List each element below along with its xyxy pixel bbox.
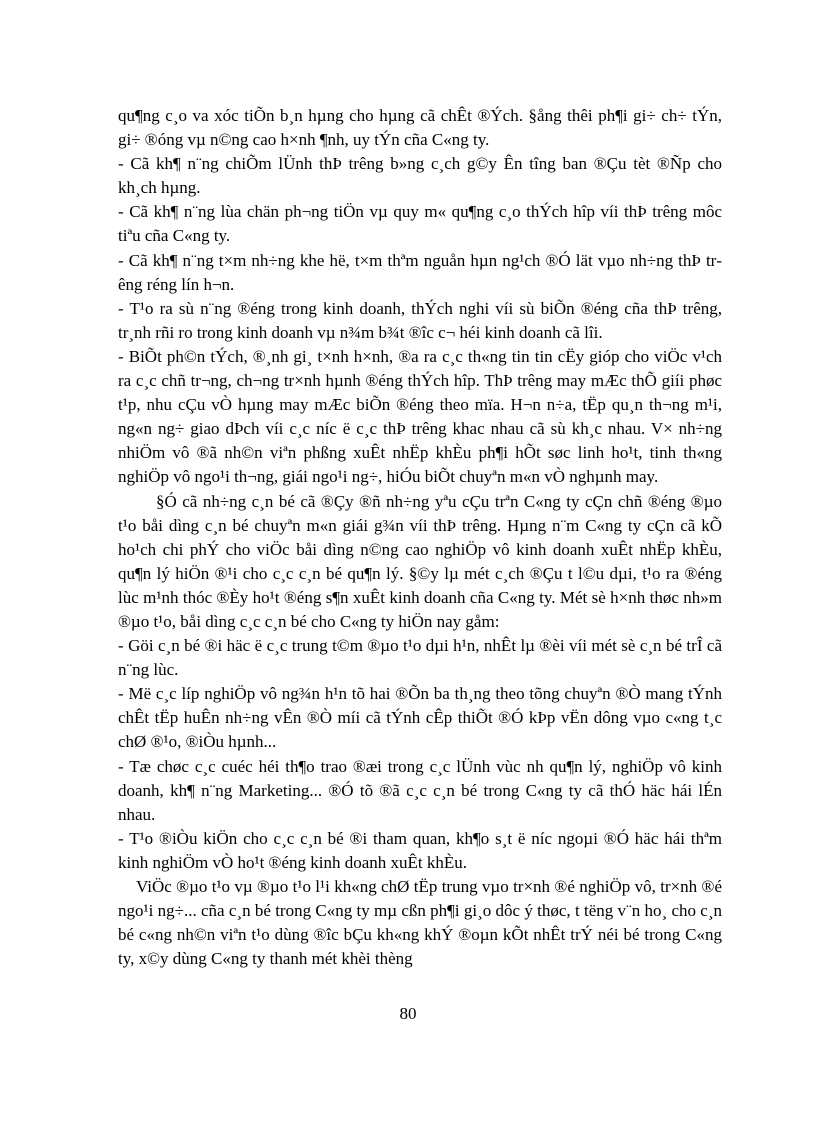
paragraph-5: - T¹o ra sù n¨ng ®éng trong kinh doanh, thÝch nghi víi sù biÕn ®éng cña thÞ trêng, tr¸nh rñi ro trong kinh doanh vµ n¾m b¾t ®îc c¬ héi kinh doanh cã lîi. [118,298,722,342]
paragraph-2: - Cã kh¶ n¨ng chiÕm lÜnh thÞ trêng b»ng c¸ch g©y Ên tîng ban ®Çu tèt ®Ñp cho kh¸ch hµng. [118,154,722,198]
paragraph-3: - Cã kh¶ n¨ng lùa chän ph¬ng tiÖn vµ quy m« qu¶ng c¸o thÝch hîp víi thÞ trêng môc tiªu cña C«ng ty. [118,202,722,246]
paragraph-4: - Cã kh¶ n¨ng t×m nh÷ng khe hë, t×m thªm nguån hµn ng¹ch ®Ó lät vµo nh÷ng thÞ trêng réng lín h¬n. [118,250,722,294]
paragraph-10: - Tæ chøc c¸c cuéc héi th¶o trao ®æi trong c¸c lÜnh vùc nh qu¶n lý, nghiÖp vô kinh doanh, kh¶ n¨ng Marketing... ®Ó tõ ®ã c¸c c¸n bé trong C«ng ty cã thÓ häc hái lÉn nhau. [118,756,722,824]
paragraph-6: - BiÕt ph©n tÝch, ®¸nh gi¸ t×nh h×nh, ®a ra c¸c th«ng tin tin cËy gióp cho viÖc v¹ch ra c¸c chñ tr¬ng, ch¬ng tr×nh hµnh ®éng thÝch hîp. ThÞ trêng may mÆc thÕ giíi phøc t¹p, nhu cÇu vÒ hµng may mÆc biÕn ®éng theo mïa. H¬n n÷a, tËp qu¸n th¬ng m¹i, ng«n ng÷ giao dÞch víi c¸c níc ë c¸c thÞ trêng khac nhau cã sù kh¸c nhau. V× nh÷ng nhiÖm vô ®ã nh©n viªn phßng xuÊt nhËp khÈu ph¶i hÕt søc linh ho¹t, tinh th«ng nghiÖp vô ngo¹i th¬ng, giái ngo¹i ng÷, hiÓu biÕt chuyªn m«n vÒ nghµnh may. [118,346,722,487]
paragraph-11: - T¹o ®iÒu kiÖn cho c¸c c¸n bé ®i tham quan, kh¶o s¸t ë níc ngoµi ®Ó häc hái thªm kinh nghiÖm vÒ ho¹t ®éng kinh doanh xuÊt khÈu. [118,828,722,872]
paragraph-8: - Göi c¸n bé ®i häc ë c¸c trung t©m ®µo t¹o dµi h¹n, nhÊt lµ ®èi víi mét sè c¸n bé trÎ cã n¨ng lùc. [118,636,722,680]
paragraph-9: - Më c¸c líp nghiÖp vô ng¾n h¹n tõ hai ®Õn ba th¸ng theo tõng chuyªn ®Ò mang tÝnh chÊt tËp huÊn nh÷ng vÊn ®Ò míi cã tÝnh cÊp thiÕt ®Ó kÞp vËn dông vµo c«ng t¸c chØ ®¹o, ®iÒu hµnh... [118,684,722,752]
page-number: 80 [399,1004,417,1023]
document-page [118,104,722,971]
paragraph-12: ViÖc ®µo t¹o vµ ®µo t¹o l¹i kh«ng chØ tËp trung vµo tr×nh ®é nghiÖp vô, tr×nh ®é ngo¹i ng÷... cña c¸n bé trong C«ng ty mµ cßn ph¶i gi¸o dôc ý thøc, t tëng v¨n ho¸ cho c¸n bé c«ng nh©n viªn t¹o dùng ®îc bÇu kh«ng khÝ ®oµn kÕt nhÊt trÝ néi bé trong C«ng ty, x©y dùng C«ng ty thanh mét khèi thèng [118,877,722,969]
paragraph-7: §Ó cã nh÷ng c¸n bé cã ®Çy ®ñ nh÷ng yªu cÇu trªn C«ng ty cÇn chñ ®éng ®µo t¹o båi dìng c¸n bé chuyªn m«n giái g¾n víi thÞ trêng. Hµng n¨m C«ng ty cÇn cã kÕ ho¹ch chi phÝ cho viÖc båi dìng n©ng cao nghiÖp vô kinh doanh xuÊt nhËp khÈu, qu¶n lý hiÖn ®¹i cho c¸c c¸n bé qu¶n lý. §©y lµ mét c¸ch ®Çu t l©u dµi, t¹o ra ®éng lùc m¹nh thóc ®Èy ho¹t ®éng s¶n xuÊt kinh doanh cña C«ng ty. Mét sè h×nh thøc nh»m ®µo t¹o, båi dìng c¸c c¸n bé cho C«ng ty hiÖn nay gåm: [118,491,722,631]
paragraph-1: qu¶ng c¸o va xóc tiÕn b¸n hµng cho hµng cã chÊt ®Ých. §ång thêi ph¶i gi÷ ch÷ tÝn, gi÷ ®óng vµ n©ng cao h×nh ¶nh, uy tÝn cña C«ng ty. [118,106,722,150]
